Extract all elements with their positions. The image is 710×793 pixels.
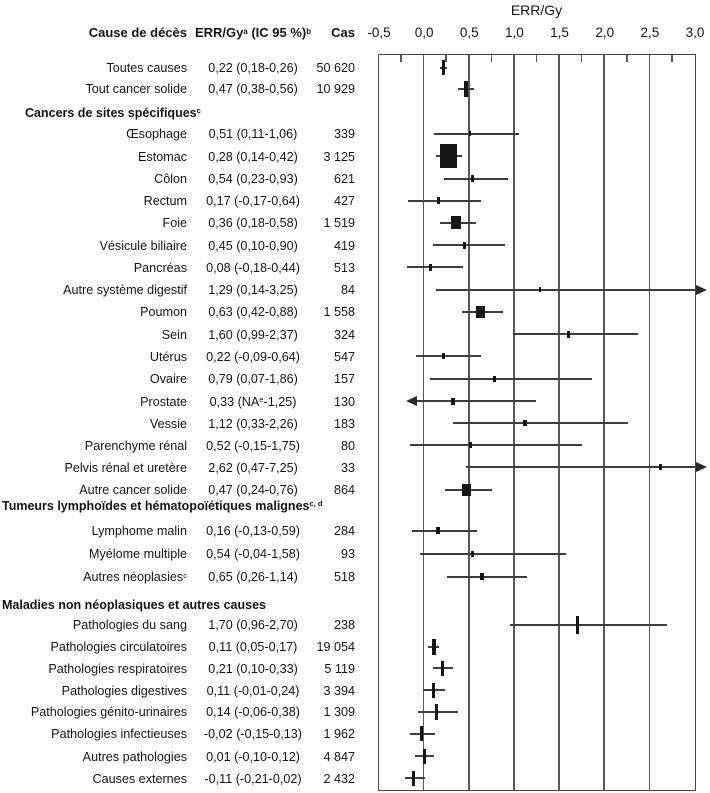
section-header: Maladies non néoplasiques et autres causes bbox=[2, 597, 266, 612]
point-estimate-marker bbox=[440, 144, 457, 168]
point-estimate-marker bbox=[576, 616, 579, 634]
row-label: Autre cancer solide bbox=[79, 483, 187, 497]
minor-tick bbox=[536, 55, 538, 62]
row-cases-value: 157 bbox=[333, 372, 355, 386]
point-estimate-marker bbox=[451, 216, 461, 229]
row-cases-value: 130 bbox=[333, 394, 355, 409]
point-estimate-marker bbox=[480, 573, 484, 580]
point-estimate-marker bbox=[476, 306, 485, 318]
ci-line bbox=[420, 553, 566, 555]
row-label: Œsophage bbox=[126, 127, 187, 141]
point-estimate-marker bbox=[539, 287, 541, 292]
row-err-ci-value: 0,47 (0,24-0,76) bbox=[208, 483, 298, 497]
point-estimate-marker bbox=[420, 726, 423, 741]
row-cases-value: 518 bbox=[333, 570, 355, 584]
minor-tick bbox=[626, 55, 628, 62]
gridline bbox=[423, 55, 425, 790]
row-label: Vésicule biliaire bbox=[99, 238, 187, 253]
minor-tick bbox=[671, 55, 673, 62]
point-estimate-marker bbox=[437, 197, 440, 204]
row-cases-value: 1 558 bbox=[323, 305, 355, 319]
row-label: Estomac bbox=[138, 149, 187, 164]
column-header-err-ic95: ERR/Gy$^a$ (IC 95 %)$^b$ bbox=[194, 25, 312, 40]
point-estimate-marker bbox=[493, 376, 496, 382]
row-err-ci-value: 0,36 (0,18-0,58) bbox=[208, 216, 298, 230]
row-err-ci-value: 0,33 $(NA^e-1,25)$ bbox=[209, 394, 297, 409]
row-cases-value: 4 847 bbox=[323, 749, 355, 764]
row-cases-value: 183 bbox=[333, 416, 355, 431]
row-err-ci-value: 1,60 (0,99-2,37) bbox=[208, 327, 298, 342]
row-label: Côlon bbox=[154, 172, 187, 186]
row-label: Pathologies circulatoires bbox=[50, 640, 187, 654]
row-label: Pancréas bbox=[133, 260, 187, 275]
row-cases-value: 621 bbox=[333, 172, 355, 186]
row-err-ci-value: 0,21 (0,10-0,33) bbox=[208, 661, 298, 676]
row-cases-value: 339 bbox=[333, 127, 355, 141]
row-label: Poumon bbox=[140, 305, 187, 319]
row-cases-value: 5 119 bbox=[324, 661, 355, 676]
point-estimate-marker bbox=[471, 551, 474, 557]
row-cases-value: 864 bbox=[333, 483, 355, 497]
row-err-ci-value: 0,17 (-0,17-0,64) bbox=[206, 194, 300, 208]
minor-tick bbox=[581, 55, 583, 62]
row-cases-value: 427 bbox=[333, 194, 355, 208]
row-err-ci-value: 0,22 (0,18-0,26) bbox=[208, 61, 298, 75]
ci-line bbox=[466, 466, 697, 468]
ci-truncation-arrow-right bbox=[696, 462, 707, 472]
ci-line bbox=[447, 576, 526, 578]
point-estimate-marker bbox=[567, 331, 570, 338]
ci-line bbox=[418, 711, 458, 713]
gridline bbox=[649, 55, 651, 790]
point-estimate-marker bbox=[435, 704, 438, 720]
x-axis-tick-label: 1,0 bbox=[505, 25, 524, 40]
x-axis-tick-label: 0,5 bbox=[459, 25, 479, 40]
ci-line bbox=[412, 530, 477, 532]
point-estimate-marker bbox=[464, 81, 468, 97]
point-estimate-marker bbox=[432, 639, 436, 655]
x-axis-tick-label: 2,5 bbox=[640, 25, 660, 40]
row-err-ci-value: 0,11 (-0,01-0,24) bbox=[206, 683, 300, 698]
ci-line bbox=[444, 178, 507, 180]
row-cases-value: 3 125 bbox=[323, 149, 355, 164]
row-label: Autres pathologies bbox=[82, 749, 187, 764]
ci-line bbox=[430, 378, 592, 380]
row-err-ci-value: 0,63 (0,42-0,88) bbox=[208, 305, 298, 319]
point-estimate-marker bbox=[462, 484, 471, 496]
row-err-ci-value: 1,70 (0,96-2,70) bbox=[208, 618, 298, 632]
ci-line bbox=[416, 355, 482, 357]
section-header: Tumeurs lymphoïdes et hématopoïétiques malignes$^{c, d}$ bbox=[2, 498, 323, 513]
row-cases-value: 33 bbox=[340, 460, 355, 475]
x-axis-title: ERR/Gy bbox=[510, 2, 563, 18]
row-err-ci-value: 0,54 (-0,04-1,58) bbox=[206, 547, 300, 561]
ci-line bbox=[436, 289, 697, 291]
row-err-ci-value: 0,11 (0,05-0,17) bbox=[208, 640, 298, 654]
point-estimate-marker bbox=[441, 661, 444, 676]
row-cases-value: 2 432 bbox=[323, 771, 355, 786]
point-estimate-marker bbox=[423, 749, 426, 764]
plot-area bbox=[378, 54, 696, 791]
row-cases-value: 80 bbox=[340, 438, 355, 453]
row-err-ci-value: 0,45 (0,10-0,90) bbox=[208, 238, 298, 253]
point-estimate-marker bbox=[469, 131, 471, 136]
ci-line bbox=[513, 333, 638, 335]
point-estimate-marker bbox=[429, 264, 432, 271]
row-err-ci-value: 0,22 (-0,09-0,64) bbox=[206, 349, 300, 364]
row-label: Autres néoplasies$^c$ bbox=[83, 570, 187, 584]
row-label: Pathologies génito-urinaires bbox=[30, 705, 187, 719]
row-err-ci-value: 0,01 (-0,10-0,12) bbox=[206, 749, 300, 764]
point-estimate-marker bbox=[442, 60, 445, 75]
point-estimate-marker bbox=[469, 442, 472, 448]
row-label: Vessie bbox=[149, 416, 187, 431]
point-estimate-marker bbox=[442, 353, 445, 359]
row-err-ci-value: 0,79 (0,07-1,86) bbox=[208, 372, 298, 386]
row-err-ci-value: 0,08 (-0,18-0,44) bbox=[206, 260, 300, 275]
row-cases-value: 10 929 bbox=[316, 82, 355, 96]
row-cases-value: 3 394 bbox=[323, 683, 355, 698]
row-err-ci-value: 0,28 (0,14-0,42) bbox=[208, 149, 298, 164]
row-cases-value: 1 962 bbox=[323, 727, 355, 741]
row-cases-value: 284 bbox=[333, 524, 355, 538]
point-estimate-marker bbox=[436, 527, 440, 534]
row-label: Pathologies infectieuses bbox=[51, 727, 187, 741]
x-axis-tick-label: 0,0 bbox=[414, 25, 434, 40]
row-cases-value: 324 bbox=[333, 327, 355, 342]
ci-line bbox=[408, 200, 481, 202]
row-err-ci-value: 0,16 (-0,13-0,59) bbox=[206, 524, 300, 538]
row-cases-value: 93 bbox=[340, 547, 355, 561]
row-label: Parenchyme rénal bbox=[84, 438, 187, 453]
row-label: Utérus bbox=[149, 349, 187, 364]
row-err-ci-value: 0,52 (-0,15-1,75) bbox=[206, 438, 300, 453]
row-err-ci-value: 0,65 (0,26-1,14) bbox=[208, 570, 298, 584]
row-label: Causes externes bbox=[92, 771, 187, 786]
section-header: Cancers de sites spécifiques$^c$ bbox=[25, 105, 201, 120]
ci-line bbox=[510, 624, 667, 626]
point-estimate-marker bbox=[412, 771, 415, 786]
x-axis-tick-label: 1,5 bbox=[550, 25, 569, 40]
row-cases-value: 50 620 bbox=[316, 61, 355, 75]
row-label: Toutes causes bbox=[106, 61, 187, 75]
row-err-ci-value: 0,14 (-0,06-0,38) bbox=[206, 705, 300, 719]
row-label: Tout cancer solide bbox=[85, 82, 187, 96]
row-cases-value: 19 054 bbox=[316, 640, 355, 654]
row-label: Ovaire bbox=[149, 372, 187, 386]
row-err-ci-value: -0,02 (-0,15-0,13) bbox=[203, 727, 302, 741]
row-label: Myélome multiple bbox=[89, 547, 187, 561]
point-estimate-marker bbox=[451, 398, 455, 405]
ci-line bbox=[434, 133, 520, 135]
ci-line bbox=[408, 400, 537, 402]
point-estimate-marker bbox=[523, 420, 527, 426]
row-err-ci-value: 1,29 (0,14-3,25) bbox=[208, 283, 298, 297]
row-cases-value: 84 bbox=[340, 283, 355, 297]
x-axis-tick-label: 2,0 bbox=[595, 25, 615, 40]
minor-tick bbox=[400, 55, 402, 62]
point-estimate-marker bbox=[463, 242, 466, 249]
row-label: Foie bbox=[162, 216, 187, 230]
row-cases-value: 1 309 bbox=[323, 705, 355, 719]
ci-line bbox=[433, 244, 505, 246]
ci-line bbox=[407, 266, 463, 268]
row-label: Lymphome malin bbox=[91, 524, 187, 538]
row-label: Sein bbox=[161, 327, 187, 342]
x-axis-tick-label: 3,0 bbox=[685, 25, 705, 40]
row-err-ci-value: 1,12 (0,33-2,26) bbox=[208, 416, 298, 431]
row-label: Autre système digestif bbox=[63, 283, 187, 297]
row-err-ci-value: 0,51 (0,11-1,06) bbox=[208, 127, 298, 141]
row-err-ci-value: 0,47 (0,38-0,56) bbox=[208, 82, 298, 96]
row-cases-value: 1 519 bbox=[323, 216, 355, 230]
column-header-cas: Cas bbox=[331, 25, 355, 40]
row-label: Pelvis rénal et uretère bbox=[64, 460, 187, 475]
point-estimate-marker bbox=[659, 464, 662, 470]
row-cases-value: 513 bbox=[333, 260, 355, 275]
row-cases-value: 419 bbox=[333, 238, 355, 253]
row-label: Prostate bbox=[140, 394, 187, 409]
row-err-ci-value: -0,11 (-0,21-0,02) bbox=[204, 771, 302, 786]
x-axis-tick-label: -0,5 bbox=[367, 25, 391, 40]
ci-truncation-arrow-left bbox=[406, 396, 417, 406]
minor-tick bbox=[445, 55, 447, 62]
minor-tick bbox=[491, 55, 493, 62]
point-estimate-marker bbox=[432, 683, 435, 698]
row-cases-value: 238 bbox=[333, 618, 355, 632]
row-err-ci-value: 0,54 (0,23-0,93) bbox=[208, 172, 298, 186]
row-err-ci-value: 2,62 (0,47-7,25) bbox=[208, 460, 298, 475]
ci-line bbox=[410, 444, 582, 446]
row-label: Rectum bbox=[143, 194, 187, 208]
row-label: Pathologies du sang bbox=[72, 618, 187, 632]
ci-truncation-arrow-right bbox=[696, 285, 707, 295]
row-cases-value: 547 bbox=[333, 349, 355, 364]
point-estimate-marker bbox=[471, 175, 474, 182]
row-label: Pathologies respiratoires bbox=[48, 661, 187, 676]
row-label: Pathologies digestives bbox=[61, 683, 187, 698]
column-header-cause-de-deces: Cause de décès bbox=[88, 25, 187, 40]
ci-line bbox=[453, 422, 627, 424]
